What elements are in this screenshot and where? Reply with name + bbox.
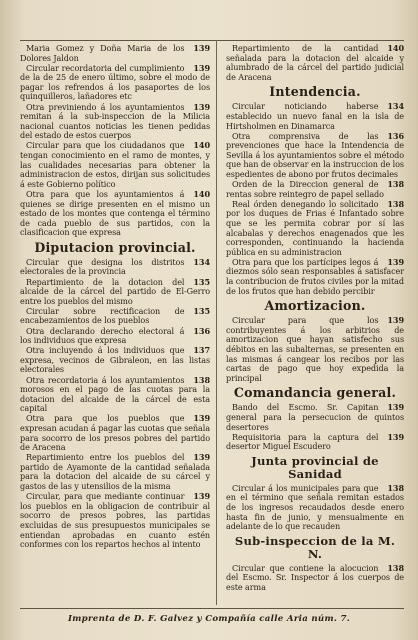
- index-entry: [20, 103, 210, 141]
- index-entry: [226, 433, 404, 452]
- page-number: 140: [193, 140, 210, 151]
- entry-text: Otra para que los pueblos que expresan acudan á pagar las cuotas que señala para socorro de los presos pobres del partido de Aracena: [20, 413, 210, 453]
- index-entry: [226, 484, 404, 532]
- intendencia-entries: [226, 102, 404, 296]
- column-divider: [216, 40, 217, 605]
- entry-text: Circular sobre rectificacion de encabezamientos de los pueblos: [20, 305, 185, 326]
- section-junta-sanidad: Junta provincial de Sanidad: [251, 453, 379, 481]
- right-entries-top: [226, 44, 404, 82]
- index-entry: [226, 44, 404, 82]
- diputacion-entries: [20, 258, 210, 550]
- page-number: 139: [387, 431, 404, 442]
- comandancia-entries: [226, 403, 404, 451]
- page-number: 138: [193, 374, 210, 385]
- entry-text: Circular noticiando haberse establecido un nuevo fanal en la isla de Hirtsholmen en Dinamarca: [226, 101, 404, 131]
- entry-text: Otra previniendo á los ayuntamientos remitan á la sub-inspeccion de la Milicia nacional cuantos noticias les tienen pedidas del estado de estos cuerpos: [20, 101, 210, 141]
- entry-text: Real órden denegando lo solicitado por los duques de Frias é Infantado sobre que se les permita cobrar por sí las alcabalas y derechos enagenados que les corresponden, continuando la hacienda pública en su administracion: [226, 198, 404, 257]
- index-entry: [226, 102, 404, 131]
- page-number: 139: [193, 413, 210, 424]
- page-number: 136: [387, 130, 404, 141]
- entry-text: Otra comprensiva de las prevenciones que hace la Intendencia de Sevilla á los ayuntamientos sobre el método que han de observar en la instruccion de los espedientes de abono por frutos decimales: [226, 130, 404, 180]
- section-intendencia: Intendencia.: [269, 84, 361, 100]
- page-number: 138: [387, 562, 404, 573]
- page-number: 136: [193, 325, 210, 336]
- entry-text: Circular, para que mediante continuar los pueblos en la obligacion de contribuir al socorro de presos pobres, las partidas excluidas de sus presupuestos municipales se entiendan aprobadas en cuanto estén conformes con los repartos hechos al intento: [20, 491, 210, 550]
- section-comandancia-general: Comandancia general.: [233, 385, 397, 401]
- page-number: 138: [387, 482, 404, 493]
- index-entry: [226, 180, 404, 199]
- sanidad-entries: [226, 484, 404, 532]
- left-column: [20, 44, 210, 550]
- page-number: 139: [193, 491, 210, 502]
- entry-text: Repartimiento de la cantidad señalada para la dotacion del alcaide y alumbrado de la cárcel del partido judicial de Aracena: [226, 43, 404, 82]
- section-diputacion-provincial: Diputacion provincial.: [34, 239, 196, 255]
- page-number: 135: [193, 276, 210, 287]
- index-entry: [20, 327, 210, 346]
- entry-text: Bando del Escmo. Sr. Capitan general para la persecucion de quintos desertores: [226, 402, 404, 432]
- index-entry: [20, 190, 210, 238]
- entry-text: Otra recordatoria á los ayuntamientos morosos en el pago de las cuotas para la dotacion del alcaide de la cárcel de esta capital: [20, 374, 210, 414]
- index-entry: [226, 316, 404, 383]
- entry-text: Circular á los municipales para que en el término que señala remitan estados de los ingresos recaudados desde enero hasta fin de junio, y mensualmente en adelante de lo que recauden: [226, 482, 404, 532]
- left-entries: [20, 44, 210, 238]
- entry-text: Repartimiento de la dotacion del alcaide de la cárcel del partido de El-Gerro entre los pueblos del mismo: [20, 276, 210, 306]
- index-entry: [20, 258, 210, 277]
- index-entry: [20, 414, 210, 452]
- page-number: 139: [387, 256, 404, 267]
- index-entry: [20, 141, 210, 189]
- index-entry: [20, 64, 210, 102]
- entry-text: Maria Gomez y Doña Maria de los Dolores Jaldon: [20, 43, 185, 63]
- right-column: [226, 44, 404, 593]
- entry-text: Otra incluyendo á los individuos que expresa, vecinos de Gibraleon, en las listas electorales: [20, 345, 210, 375]
- index-entry: [226, 564, 404, 593]
- index-entry: [226, 132, 404, 180]
- entry-text: Circular que designa los distritos electorales de la provincia: [20, 256, 185, 277]
- index-entry: [20, 346, 210, 375]
- top-rule: [20, 40, 404, 41]
- entry-text: Circular que contiene la alocucion del Escmo. Sr. Inspector á los cuerpos de este arma: [226, 562, 404, 593]
- page-number: 139: [193, 101, 210, 112]
- amortizacion-entries: [226, 316, 404, 383]
- page-number: 139: [193, 452, 210, 463]
- entry-text: Orden de la Direccion general de rentas sobre reintegro de papel sellado: [226, 179, 384, 199]
- page-number: 140: [193, 188, 210, 199]
- page-number: 139: [193, 43, 210, 53]
- entry-text: Otra para que los partícipes legos á diezmos sólo sean responsables á satisfacer la contribucion de frutos civiles por la mitad de los frutos que han debido percibir: [226, 256, 404, 296]
- index-entry: [226, 403, 404, 432]
- index-entry: [226, 258, 404, 296]
- index-entry: [20, 278, 210, 307]
- bottom-rule: [20, 608, 404, 609]
- page-number: 140: [387, 43, 404, 53]
- page-number: 137: [193, 345, 210, 356]
- page-number: 138: [387, 198, 404, 209]
- index-entry: [20, 492, 210, 550]
- index-entry: [20, 376, 210, 414]
- section-sub-inspeccion: Sub-inspeccion de la M. N.: [234, 533, 396, 561]
- entry-text: Otra declarando derecho electoral á los individuos que expresa: [20, 325, 185, 346]
- page-number: 139: [387, 315, 404, 326]
- entry-text: Repartimiento entre los pueblos del partido de Ayamonte de la cantidad señalada para la dotacion del alcaide de su cárcel y gastos de las y utensilios de la misma: [20, 452, 210, 492]
- page-number: 135: [193, 305, 210, 316]
- printer-imprint: Imprenta de D. F. Galvez y Compañía calle Aria núm. 7.: [67, 614, 351, 624]
- page-number: 134: [387, 101, 404, 112]
- entry-text: Requisitoria para la captura del desertor Miguel Escudero: [226, 431, 379, 452]
- entry-text: Circular recordatoria del cumplimiento de la de 25 de enero último, sobre el modo de pagar los refrendos á los pasaportes de los quinquilleros, lañadores etc: [20, 62, 210, 102]
- index-entry: [20, 307, 210, 326]
- entry-text: Circular para que los contribuyentes á los arbitrios de amortizacion que hayan satisfecho sus débitos en las subalternas, se presenten en las mismas á cangear los recibos por las cartas de pago que hoy expedida la principal: [226, 315, 404, 383]
- page-number: 139: [387, 402, 404, 413]
- index-entry: [20, 44, 210, 63]
- index-entry: [226, 200, 404, 258]
- entry-text: Otra para que los ayuntamientos á quienes se dirige presenten en el mismo un estado de los montes que contenga el término de cada pueblo de sus partidos, con la clasificacion que expresa: [20, 188, 210, 238]
- page-number: 138: [387, 179, 404, 190]
- page-number: 139: [193, 62, 210, 73]
- page-number: 134: [193, 256, 210, 267]
- section-amortizacion: Amortizacion.: [264, 298, 366, 314]
- index-entry: [20, 453, 210, 491]
- entry-text: Circular para que los ciudadanos que tengan conocimiento en el ramo de montes, y las cualidades necesarias para obtener la administracion de estos, dirijan sus solicitudes á este Gobierno político: [20, 140, 210, 189]
- sub-inspeccion-entries: [226, 564, 404, 593]
